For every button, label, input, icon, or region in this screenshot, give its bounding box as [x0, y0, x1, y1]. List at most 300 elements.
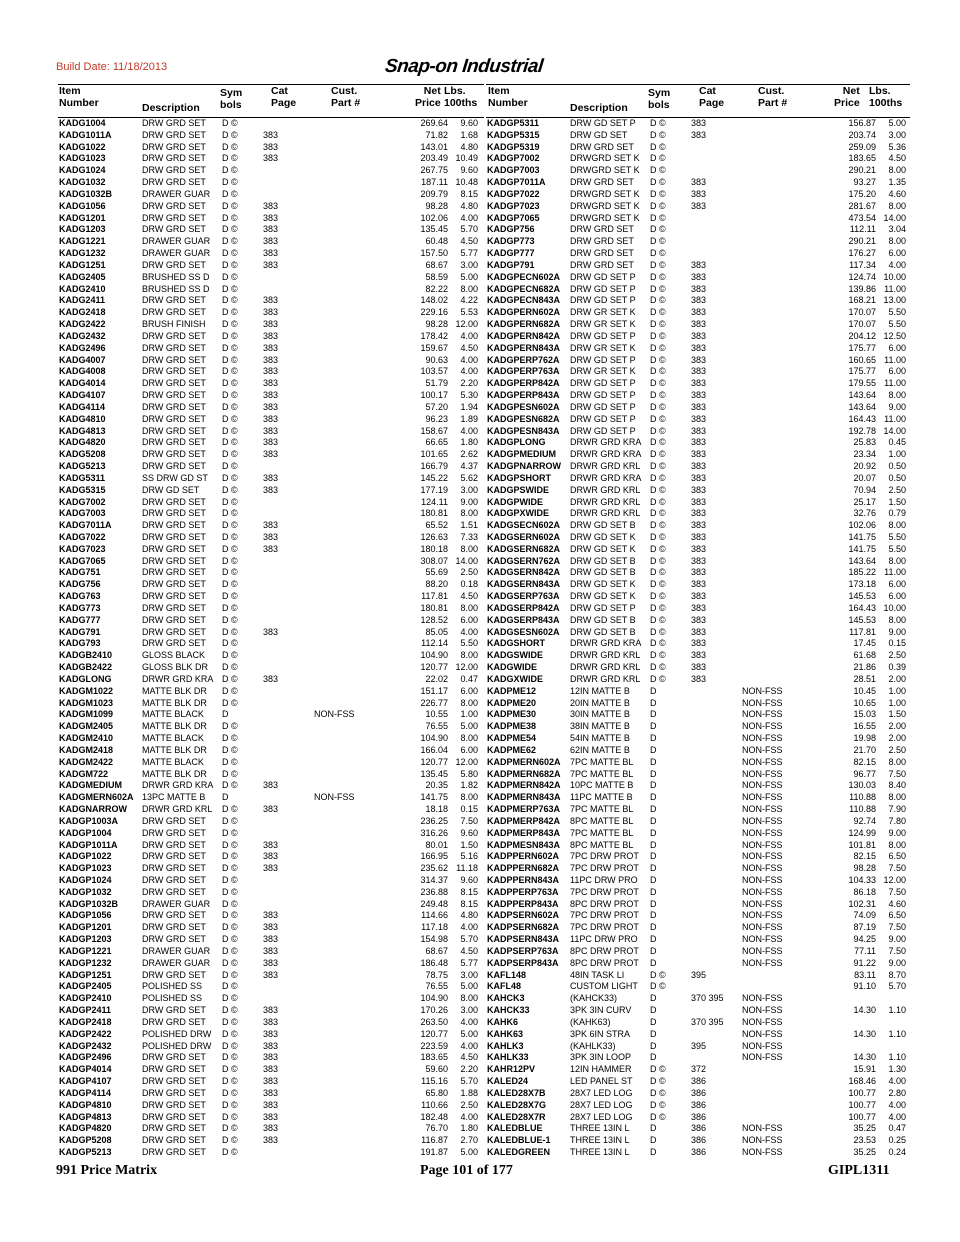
- table-row: [486, 272, 910, 284]
- net-price: 101.65: [420, 449, 448, 460]
- item-number: KADGPESN682A: [487, 413, 560, 424]
- weight-lbs: 9.60: [460, 165, 478, 176]
- description: DRW GRD SET: [142, 1076, 206, 1087]
- description: 7PC DRW PROT: [570, 886, 639, 897]
- header-cat-page: Cat Page: [271, 85, 297, 109]
- table-row: [486, 1005, 910, 1017]
- net-price: 23.53: [853, 1135, 876, 1146]
- table-row: [58, 130, 484, 142]
- symbols: D ©: [222, 330, 238, 341]
- weight-lbs: 4.50: [460, 236, 478, 247]
- table-row: [58, 970, 484, 982]
- symbols: D ©: [222, 875, 238, 885]
- description: DRW GD SET P: [570, 401, 636, 412]
- header-description: Description: [142, 102, 200, 114]
- net-price: 135.45: [420, 224, 448, 235]
- net-price: 158.67: [420, 425, 448, 436]
- item-number: KADGP2422: [59, 1028, 112, 1039]
- table-row: [58, 638, 484, 650]
- net-price: 177.19: [420, 484, 448, 495]
- item-number: KADG1011A: [59, 129, 112, 140]
- item-number: KADGP791: [487, 259, 535, 270]
- cat-page: 383: [263, 934, 279, 945]
- table-row: [58, 508, 484, 520]
- table-row: [486, 236, 910, 248]
- description: POLISHED DRW: [142, 1040, 212, 1051]
- weight-lbs: 1.00: [888, 697, 906, 708]
- table-row: [486, 934, 910, 946]
- cat-page: 386: [691, 1123, 707, 1134]
- symbols: D: [650, 993, 657, 1004]
- item-number: KADGP7023: [487, 200, 540, 211]
- symbols: D: [650, 780, 657, 791]
- table-row: [58, 650, 484, 662]
- header-item-number: Item Number: [59, 85, 99, 109]
- description: DRAWER GUAR: [142, 957, 211, 968]
- header-net-price: Net Price: [415, 85, 441, 109]
- weight-lbs: 8.00: [460, 283, 478, 294]
- symbols: D: [650, 875, 657, 885]
- table-row: [486, 248, 910, 260]
- table-row: [58, 733, 484, 745]
- cat-page: 383: [263, 319, 279, 330]
- weight-lbs: 5.00: [888, 118, 906, 128]
- net-price: 473.54: [848, 212, 876, 223]
- net-price: 176.27: [848, 248, 876, 259]
- symbols: D ©: [222, 437, 238, 448]
- weight-lbs: 4.50: [460, 342, 478, 353]
- table-row: [486, 627, 910, 639]
- weight-lbs: 8.00: [888, 520, 906, 531]
- table-row: [58, 887, 484, 899]
- cat-page: 383: [691, 650, 707, 661]
- table-row: [58, 213, 484, 225]
- description: DRW GRD SET: [142, 342, 206, 353]
- item-number: KADGSESN602A: [487, 626, 560, 637]
- table-row: [486, 1017, 910, 1029]
- net-price: 186.48: [420, 957, 448, 968]
- cat-page: 372: [691, 1064, 707, 1075]
- table-row: [486, 1088, 910, 1100]
- description: 11PC MATTE B: [570, 792, 633, 803]
- item-number: KADG2496: [59, 342, 106, 353]
- item-number: KADG5315: [59, 484, 106, 495]
- symbols: D ©: [222, 614, 238, 625]
- weight-lbs: 9.00: [460, 496, 478, 507]
- net-price: 86.18: [853, 886, 876, 897]
- weight-lbs: 6.00: [888, 342, 906, 353]
- description: DRW GRD SET: [142, 851, 206, 862]
- cat-page: 383: [263, 401, 279, 412]
- table-row: [486, 532, 910, 544]
- symbols: D ©: [222, 496, 238, 507]
- symbols: D: [650, 1147, 657, 1158]
- weight-lbs: 3.00: [460, 484, 478, 495]
- symbols: D ©: [222, 981, 238, 992]
- weight-lbs: 5.70: [460, 1076, 478, 1087]
- item-number: KADGSERN843A: [487, 579, 561, 590]
- symbols: D ©: [222, 118, 238, 128]
- description: 11PC DRW PRO: [570, 934, 638, 945]
- description: DRW GRD SET: [142, 579, 206, 590]
- table-row: [486, 201, 910, 213]
- table-row: [58, 686, 484, 698]
- net-price: 187.11: [421, 177, 448, 188]
- description: 8PC MATTE BL: [570, 815, 634, 826]
- table-row: [486, 295, 910, 307]
- cat-page: 383: [263, 780, 279, 791]
- symbols: D ©: [650, 969, 666, 980]
- item-number: KADGP5319: [487, 141, 540, 152]
- table-row: [486, 757, 910, 769]
- cust-part: NON-FSS: [742, 827, 783, 838]
- cust-part: NON-FSS: [742, 1052, 783, 1063]
- net-price: 28.51: [853, 673, 876, 684]
- description: POLISHED SS: [142, 993, 203, 1004]
- net-price: 66.65: [425, 437, 448, 448]
- table-row: [58, 331, 484, 343]
- symbols: D ©: [222, 200, 238, 211]
- symbols: D ©: [222, 1099, 238, 1110]
- item-number: KADGPESN843A: [487, 425, 560, 436]
- symbols: D: [650, 827, 657, 838]
- net-price: 101.81: [848, 839, 876, 850]
- symbols: D ©: [650, 673, 666, 684]
- table-row: [58, 698, 484, 710]
- table-row: [486, 910, 910, 922]
- description: DRWR GRD KRA: [570, 638, 642, 649]
- item-number: KADG763: [59, 591, 101, 602]
- table-row: [486, 875, 910, 887]
- item-number: KADGP1023: [59, 863, 112, 874]
- description: 11PC DRW PRO: [570, 875, 638, 885]
- table-row: [486, 686, 910, 698]
- description: DRW GRD SET: [142, 543, 206, 554]
- net-price: 57.20: [425, 401, 448, 412]
- net-price: 308.07: [420, 555, 448, 566]
- item-number: KADPPERN843A: [487, 875, 560, 885]
- description: DRW GRD SET: [142, 1123, 206, 1134]
- weight-lbs: 13.00: [883, 295, 906, 306]
- symbols: D ©: [222, 283, 238, 294]
- weight-lbs: 8.00: [888, 792, 906, 803]
- symbols: D ©: [650, 437, 666, 448]
- symbols: D ©: [650, 602, 666, 613]
- net-price: 145.22: [420, 472, 448, 483]
- table-row: [58, 603, 484, 615]
- net-price: 14.30: [853, 1005, 876, 1016]
- net-price: 104.90: [420, 993, 448, 1004]
- description: DRW GRD SET: [142, 413, 206, 424]
- weight-lbs: 6.00: [888, 366, 906, 377]
- weight-lbs: 2.00: [888, 733, 906, 744]
- symbols: D ©: [222, 1087, 238, 1098]
- cat-page: 383: [691, 319, 707, 330]
- item-number: KADGPECN602A: [487, 271, 561, 282]
- weight-lbs: 1.80: [460, 1123, 478, 1134]
- cat-page: 383: [691, 543, 707, 554]
- item-number: KADG4820: [59, 437, 106, 448]
- net-price: 170.07: [848, 307, 876, 318]
- net-price: 259.09: [848, 141, 876, 152]
- item-number: KADGPSHORT: [487, 472, 552, 483]
- net-price: 166.79: [420, 461, 448, 472]
- table-row: [486, 355, 910, 367]
- description: DRW GRD SET: [570, 177, 634, 188]
- symbols: D ©: [222, 295, 238, 306]
- weight-lbs: 14.00: [455, 555, 478, 566]
- description: 12IN MATTE B: [570, 685, 630, 696]
- cat-page: 383: [263, 1005, 279, 1016]
- table-row: [486, 165, 910, 177]
- description: DRWGRD SET K: [570, 200, 640, 211]
- description: DRW GRD SET: [142, 437, 206, 448]
- symbols: D ©: [222, 1052, 238, 1063]
- cust-part: NON-FSS: [742, 815, 783, 826]
- weight-lbs: 5.70: [460, 224, 478, 235]
- item-number: KALED28X7B: [487, 1087, 546, 1098]
- weight-lbs: 7.50: [888, 945, 906, 956]
- cat-page: 383: [263, 1040, 279, 1051]
- weight-lbs: 6.00: [888, 248, 906, 259]
- table-row: [58, 544, 484, 556]
- weight-lbs: 4.22: [460, 295, 478, 306]
- weight-lbs: 8.00: [888, 236, 906, 247]
- description: 8PC DRW PROT: [570, 898, 639, 909]
- weight-lbs: 6.00: [460, 614, 478, 625]
- left-rows: [58, 118, 484, 1159]
- description: 38IN MATTE B: [570, 721, 630, 732]
- table-row: [486, 591, 910, 603]
- weight-lbs: 7.90: [888, 804, 906, 815]
- weight-lbs: 11.18: [456, 863, 478, 874]
- description: 7PC DRW PROT: [570, 863, 639, 874]
- symbols: D ©: [650, 212, 666, 223]
- table-row: [58, 709, 484, 721]
- symbols: D ©: [222, 957, 238, 968]
- net-price: 74.09: [853, 910, 876, 921]
- symbols: D ©: [222, 1028, 238, 1039]
- item-number: KADGP2496: [59, 1052, 112, 1063]
- net-price: 100.17: [420, 390, 448, 401]
- description: MATTE BLK DR: [142, 744, 207, 755]
- cat-page: 383: [691, 673, 707, 684]
- description: DRW GRD SET: [142, 827, 206, 838]
- net-price: 143.01: [420, 141, 448, 152]
- symbols: D: [650, 815, 657, 826]
- cat-page: 383: [263, 224, 279, 235]
- net-price: 92.74: [853, 815, 876, 826]
- description: DRW GRD SET: [142, 390, 206, 401]
- item-number: KADGP756: [487, 224, 535, 235]
- symbols: D ©: [222, 1040, 238, 1051]
- weight-lbs: 12.00: [883, 875, 906, 885]
- net-price: 110.88: [849, 804, 876, 815]
- weight-lbs: 2.80: [888, 1087, 906, 1098]
- description: MATTE BLACK: [142, 756, 204, 767]
- net-price: 85.05: [425, 626, 448, 637]
- cat-page: 383: [263, 484, 279, 495]
- weight-lbs: 3.00: [888, 129, 906, 140]
- symbols: D ©: [222, 484, 238, 495]
- table-row: [58, 1017, 484, 1029]
- item-number: KADGMERN602A: [59, 792, 134, 803]
- cat-page: 383: [263, 1123, 279, 1134]
- description: 8PC DRW PROT: [570, 957, 639, 968]
- symbols: D ©: [650, 981, 666, 992]
- symbols: D ©: [222, 1123, 238, 1134]
- net-price: 124.99: [848, 827, 876, 838]
- description: DRWR GRD KRA: [570, 437, 642, 448]
- symbols: D ©: [650, 129, 666, 140]
- symbols: D: [650, 922, 657, 933]
- weight-lbs: 5.00: [460, 981, 478, 992]
- table-row: [486, 674, 910, 686]
- description: 54IN MATTE B: [570, 733, 630, 744]
- net-price: 14.30: [853, 1052, 876, 1063]
- item-number: KADG1024: [59, 165, 106, 176]
- net-price: 110.66: [421, 1099, 448, 1110]
- net-price: 145.53: [848, 614, 876, 625]
- weight-lbs: 8.70: [888, 969, 906, 980]
- net-price: 20.35: [425, 780, 448, 791]
- weight-lbs: 9.60: [460, 875, 478, 885]
- cust-part: NON-FSS: [742, 993, 783, 1004]
- table-row: [58, 485, 484, 497]
- net-price: 203.74: [848, 129, 876, 140]
- cust-part: NON-FSS: [742, 910, 783, 921]
- weight-lbs: 1.00: [460, 709, 478, 720]
- net-price: 14.30: [853, 1028, 876, 1039]
- description: LED PANEL ST: [570, 1076, 633, 1087]
- item-number: KADGM1023: [59, 697, 114, 708]
- cust-part: NON-FSS: [742, 768, 783, 779]
- symbols: D ©: [650, 295, 666, 306]
- table-row: [486, 1123, 910, 1135]
- table-row: [486, 213, 910, 225]
- cat-page: 386: [691, 1099, 707, 1110]
- net-price: 20.07: [853, 472, 876, 483]
- weight-lbs: 0.45: [888, 437, 906, 448]
- item-number: KADGSERN762A: [487, 555, 561, 566]
- symbols: D ©: [222, 863, 238, 874]
- table-row: [486, 579, 910, 591]
- net-price: 96.77: [853, 768, 876, 779]
- description: GLOSS BLACK: [142, 650, 206, 661]
- weight-lbs: 4.00: [888, 1099, 906, 1110]
- description: DRWR GRD KRA: [570, 472, 642, 483]
- description: DRW GRD SET: [142, 307, 206, 318]
- item-number: KADG7023: [59, 543, 106, 554]
- cust-part: NON-FSS: [742, 886, 783, 897]
- item-number: KADGP7003: [487, 165, 540, 176]
- symbols: D: [650, 957, 657, 968]
- description: DRW GD SET P: [570, 378, 636, 389]
- description: DRW GRD SET: [142, 224, 206, 235]
- net-price: 173.18: [848, 579, 876, 590]
- description: DRW GD SET K: [570, 579, 636, 590]
- description: DRW GRD SET: [142, 461, 206, 472]
- symbols: D ©: [650, 484, 666, 495]
- table-row: [486, 638, 910, 650]
- table-row: [486, 804, 910, 816]
- table-row: [58, 816, 484, 828]
- description: DRW GRD SET: [142, 591, 206, 602]
- net-price: 23.34: [853, 449, 876, 460]
- table-row: [486, 319, 910, 331]
- symbols: D ©: [222, 1016, 238, 1027]
- description: DRW GRD SET: [142, 839, 206, 850]
- cat-page: 383: [691, 390, 707, 401]
- item-number: KADG2410: [59, 283, 106, 294]
- symbols: D: [650, 1052, 657, 1063]
- net-price: 115.16: [421, 1076, 448, 1087]
- item-number: KADGPECN843A: [487, 295, 561, 306]
- weight-lbs: 2.00: [888, 721, 906, 732]
- weight-lbs: 6.00: [888, 591, 906, 602]
- item-number: KADGP1022: [59, 851, 112, 862]
- net-price: 314.37: [420, 875, 448, 885]
- table-row: [58, 402, 484, 414]
- description: DRW GRD SET: [142, 354, 206, 365]
- cat-page: 383: [691, 307, 707, 318]
- description: DRW GRD SET: [142, 401, 206, 412]
- weight-lbs: 5.00: [460, 1028, 478, 1039]
- weight-lbs: 2.62: [460, 449, 478, 460]
- item-number: KADPPERN602A: [487, 851, 560, 862]
- symbols: D ©: [650, 153, 666, 164]
- symbols: D ©: [222, 910, 238, 921]
- description: DRWR GRD KRA: [570, 449, 642, 460]
- cat-page: 383: [691, 271, 707, 282]
- item-number: KAFL48: [487, 981, 522, 992]
- description: MATTE BLACK: [142, 733, 204, 744]
- weight-lbs: 1.00: [888, 685, 906, 696]
- table-row: [486, 698, 910, 710]
- item-number: KADGPWIDE: [487, 496, 543, 507]
- description: DRW GD SET P: [570, 354, 636, 365]
- description: DRWR GRD KRL: [570, 496, 641, 507]
- description: THREE 13IN L: [570, 1135, 630, 1146]
- description: DRW GD SET P: [570, 295, 636, 306]
- symbols: D ©: [650, 579, 666, 590]
- net-price: 88.20: [425, 579, 448, 590]
- symbols: D ©: [222, 224, 238, 235]
- item-number: KADG1201: [59, 212, 106, 223]
- table-row: [58, 307, 484, 319]
- weight-lbs: 4.80: [460, 910, 478, 921]
- net-price: 25.17: [853, 496, 876, 507]
- net-price: 102.06: [848, 520, 876, 531]
- net-price: 164.43: [848, 602, 876, 613]
- right-price-column: [486, 84, 910, 1159]
- item-number: KADGP2432: [59, 1040, 112, 1051]
- item-number: KADGPLONG: [487, 437, 546, 448]
- item-number: KADGM1022: [59, 685, 114, 696]
- description: DRW GRD SET: [142, 295, 206, 306]
- table-row: [58, 284, 484, 296]
- item-number: KADGP2411: [59, 1005, 112, 1016]
- symbols: D: [650, 1040, 657, 1051]
- symbols: D ©: [222, 662, 238, 673]
- description: DRWR GRD KRA: [142, 780, 214, 791]
- table-row: [58, 840, 484, 852]
- weight-lbs: 0.25: [888, 1135, 906, 1146]
- description: DRW GRD SET: [570, 259, 634, 270]
- table-row: [58, 248, 484, 260]
- net-price: 91.22: [853, 957, 876, 968]
- item-number: KADG773: [59, 602, 101, 613]
